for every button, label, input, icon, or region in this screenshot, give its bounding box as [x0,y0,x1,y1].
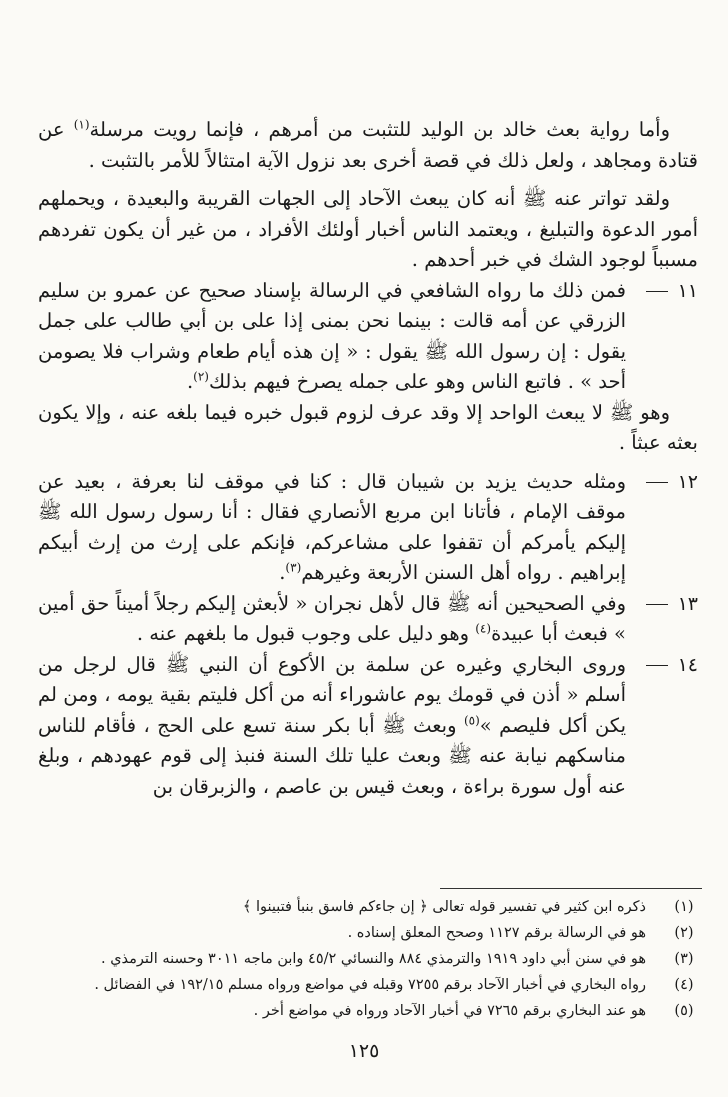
item-tail: . [186,370,194,393]
item-number-text: ١٤ [677,653,698,676]
footnote-number: (٣) [674,951,694,967]
footnote-ref-5: (٥) [463,713,480,727]
footnote-text: هو في الرسالة برقم ١١٢٧ وصحح المعلق إسناده . [347,925,646,941]
numbered-item-14 [38,650,698,803]
footnote-divider [440,888,702,889]
footnote-1 [86,894,694,920]
footnote-text: ذكره ابن كثير في تفسير قوله تعالى ﴿ إن جاءكم فاسق بنبأ فتبينوا ﴾ [242,899,646,915]
item-dash [646,482,668,483]
paragraph-1-text: وأما رواية بعث خالد بن الوليد للتثبت من أمرهم ، فإنما رويت مرسلة [89,118,670,141]
footnote-ref-4: (٤) [475,621,492,636]
footnote-ref-3: (٣) [285,560,302,575]
numbered-item-12 [38,467,698,589]
footnote-2 [86,920,694,946]
footnote-5 [86,998,694,1024]
item-text: ومثله حديث يزيد بن شيبان قال : كنا في موقف لنا بعرفة ، بعيد عن موقف الإمام ، فأتانا ابن مربع الأنصاري فقال : أنا رسول رسول الله ﷺ إليكم يأمركم أن تقفوا على مشاعركم، فإنكم على إرث من إرث أبيكم إبراهيم . رواه أهل السنن الأربعة وغيرهم [38,469,626,584]
item-number-text: ١١ [677,279,698,302]
paragraph-2: ولقد تواتر عنه ﷺ أنه كان يبعث الآحاد إلى الجهات القريبة والبعيدة ، ويحملهم أمور الدعوة والتبليغ ، ويعتمد الناس أخبار أولئك الأفراد ، من غير أن يكون تفردهم مسبباً لوجود الشك في خبر أحدهم . [38,187,698,271]
footnote-text: رواه البخاري في أخبار الآحاد برقم ٧٢٥٥ وقبله في مواضع ورواه مسلم ١٩٢/١٥ في الفضائل . [94,977,646,993]
item-number [630,276,698,307]
item-number-text: ١٣ [677,592,698,615]
footnotes [86,894,694,1024]
footnote-number: (٥) [674,1003,694,1019]
item-text: وفي الصحيحين أنه ﷺ قال لأهل نجران « لأبعثن إليكم رجلاً أميناً حق أمين » فبعث أبا عبيدة [38,591,626,645]
footnote-text: هو عند البخاري برقم ٧٢٦٥ في أخبار الآحاد ورواه في مواضع أخر . [253,1003,646,1019]
page-number: ١٢٥ [348,1040,380,1062]
paragraph-1 [38,115,698,176]
item-number [630,467,698,498]
paragraph-3: وهو ﷺ لا يبعث الواحد إلا وقد عرف لزوم قبول خبره فيما بلغه عنه ، وإلا يكون بعثه عبثاً . [38,400,698,454]
paragraph-1-continuation: عن قتادة ومجاهد ، ولعل ذلك في قصة أخرى بعد نزول الآية امتثالاً للأمر بالتثبت . [38,118,698,172]
item-tail: وبعث ﷺ أبا بكر سنة تسع على الحج ، فأقام للناس مناسكهم نيابة عنه ﷺ وبعث عليا تلك السنة فنبذ إلى قوم عهودهم ، وبلغ عنه أول سورة براءة ، وبعث قيس بن عاصم ، والزبرقان بن [38,713,626,798]
footnote-text: هو في سنن أبي داود ١٩١٩ والترمذي ٨٨٤ والنسائي ٤٥/٢ وابن ماجه ٣٠١١ وحسنه الترمذي . [100,951,646,967]
item-number [630,650,698,681]
main-text [38,115,698,802]
footnote-ref-1: (١) [73,117,90,132]
numbered-item-11 [38,276,698,398]
footnote-number: (٢) [674,925,694,941]
numbered-item-13 [38,589,698,650]
item-dash [646,604,668,605]
footnote-4 [86,972,694,998]
item-text: فمن ذلك ما رواه الشافعي في الرسالة بإسناد صحيح عن عمرو بن سليم الزرقي عن أمه قالت : بينما نحن بمنى إذا على بن أبي طالب على جمل يقول : إن رسول الله ﷺ يقول : « إن هذه أيام طعام وشراب فلا يصومن أحد » . فاتبع الناس وهو على جمله يصرخ فيهم بذلك [38,278,626,393]
footnote-number: (١) [674,899,694,915]
item-dash [646,665,668,666]
footnote-ref-2: (٢) [193,369,209,384]
footnote-number: (٤) [674,977,694,993]
item-tail: . [279,561,286,584]
footnote-3 [86,946,694,972]
item-number-text: ١٢ [677,470,698,493]
item-text: وروى البخاري وغيره عن سلمة بن الأكوع أن النبي ﷺ قال لرجل من أسلم « أذن في قومك يوم عاشوراء أنه من أكل فليتم بقية يومه ، ومن لم يكن أكل فليصم » [38,652,626,737]
item-number [630,589,698,620]
item-dash [646,291,668,292]
item-tail: وهو دليل على وجوب قبول ما بلغهم عنه . [136,622,476,645]
